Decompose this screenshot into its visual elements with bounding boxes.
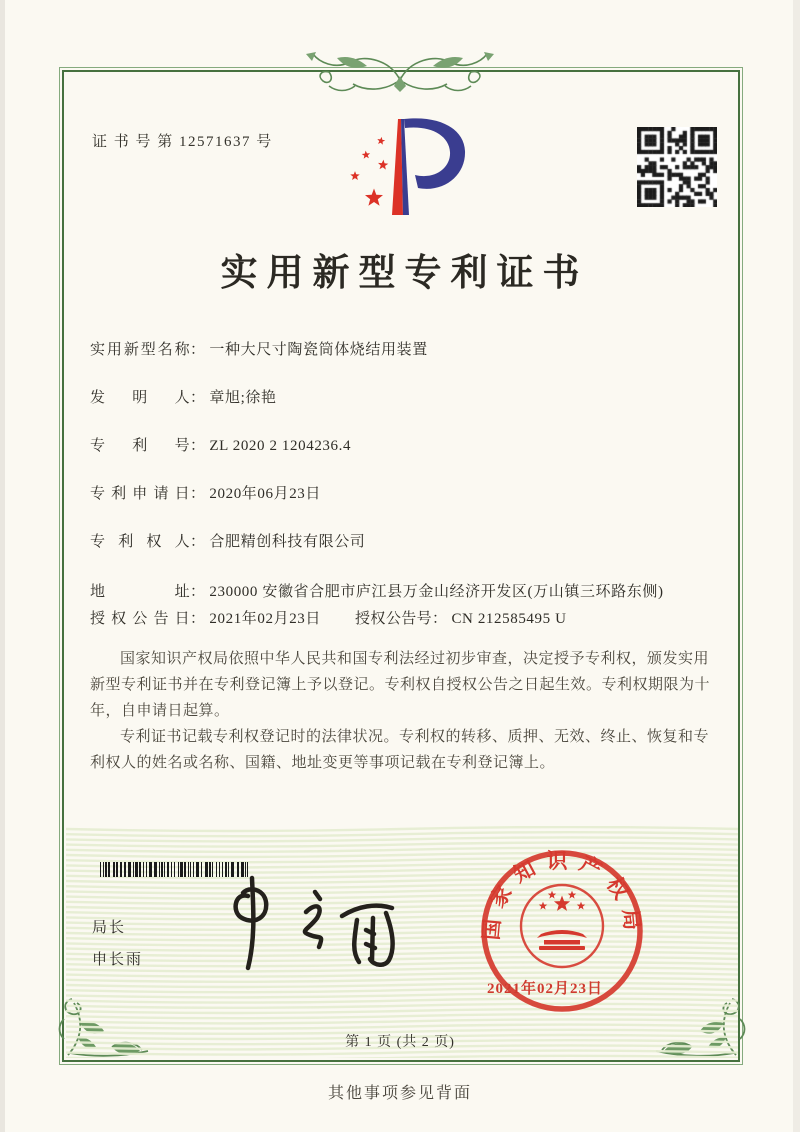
field-grant-row <box>90 609 715 630</box>
field-patent-number: 专利号 ： ZL 2020 2 1204236.4 <box>90 436 715 457</box>
field-grant-number: 授权公告号 ： CN 212585495 U <box>355 609 567 630</box>
field-value: 合肥精创科技有限公司 <box>209 534 366 550</box>
field-label: 专利号 <box>90 438 190 454</box>
footer-note: 其他事项参见背面 <box>327 1085 472 1102</box>
legal-paragraph: 国家知识产权局依照中华人民共和国专利法经过初步审查，决定授予专利权，颁发实用新型专利证书并在专利登记簿上予以登记。专利权自授权公告之日起生效。专利权期限为十年，自申请日起算。 <box>90 651 711 719</box>
director-name: 申长雨 <box>92 951 144 968</box>
qr-code <box>637 127 717 207</box>
scan-edge-shadow <box>0 0 5 1132</box>
field-filing-date: 专利申请日 ： 2020年06月23日 <box>90 484 715 505</box>
field-inventor: 发明人 ： 章旭;徐艳 <box>90 388 715 409</box>
director-signature <box>218 872 413 987</box>
field-label: 地址 <box>90 584 190 600</box>
field-label: 实用新型名称 <box>90 342 190 358</box>
cnipa-logo-icon <box>332 114 474 220</box>
certificate-fields <box>90 340 715 776</box>
field-patentee: 专利权人 ： 合肥精创科技有限公司 <box>90 532 715 553</box>
seal-text: 国家知识产权局 <box>478 848 646 942</box>
legal-paragraph: 专利证书记载专利权登记时的法律状况。专利权的转移、质押、无效、终止、恢复和专利权人的姓名或名称、国籍、地址变更等事项记载在专利登记簿上。 <box>90 729 710 771</box>
field-address: 地址 ： 230000 安徽省合肥市庐江县万金山经济开发区(万山镇三环路东侧) <box>90 580 715 605</box>
field-label: 专利申请日 <box>90 486 190 502</box>
field-value: CN 212585495 U <box>451 611 567 627</box>
svg-text:国家知识产权局 <box>479 849 645 941</box>
field-label: 授权公告日 <box>90 611 190 627</box>
field-value: ZL 2020 2 1204236.4 <box>209 438 352 454</box>
certificate-title: 实用新型专利证书 <box>220 253 589 294</box>
field-value: 章旭;徐艳 <box>209 390 277 406</box>
field-label: 专利权人 <box>90 534 190 550</box>
legal-text <box>90 646 715 776</box>
scan-edge-shadow <box>793 0 800 1132</box>
field-utility-model-name: 实用新型名称 ： 一种大尺寸陶瓷筒体烧结用装置 <box>90 340 715 361</box>
director-title: 局长 <box>92 919 127 936</box>
top-flourish-icon <box>285 42 515 100</box>
field-value: 一种大尺寸陶瓷筒体烧结用装置 <box>209 342 428 358</box>
national-emblem-icon <box>521 885 603 967</box>
field-value: 2020年06月23日 <box>209 486 322 502</box>
certificate-number: 证 书 号 第 12571637 号 <box>92 134 273 150</box>
field-value: 230000 安徽省合肥市庐江县万金山经济开发区(万山镇三环路东侧) <box>209 584 664 600</box>
field-grant-date: 授权公告日 ： 2021年02月23日 <box>90 609 321 630</box>
field-label: 发明人 <box>90 390 190 406</box>
page-number: 第 1 页 (共 2 页) <box>345 1035 455 1050</box>
field-label: 授权公告号 <box>355 611 433 627</box>
field-value: 2021年02月23日 <box>209 611 322 627</box>
seal-date: 2021年02月23日 <box>487 981 604 997</box>
